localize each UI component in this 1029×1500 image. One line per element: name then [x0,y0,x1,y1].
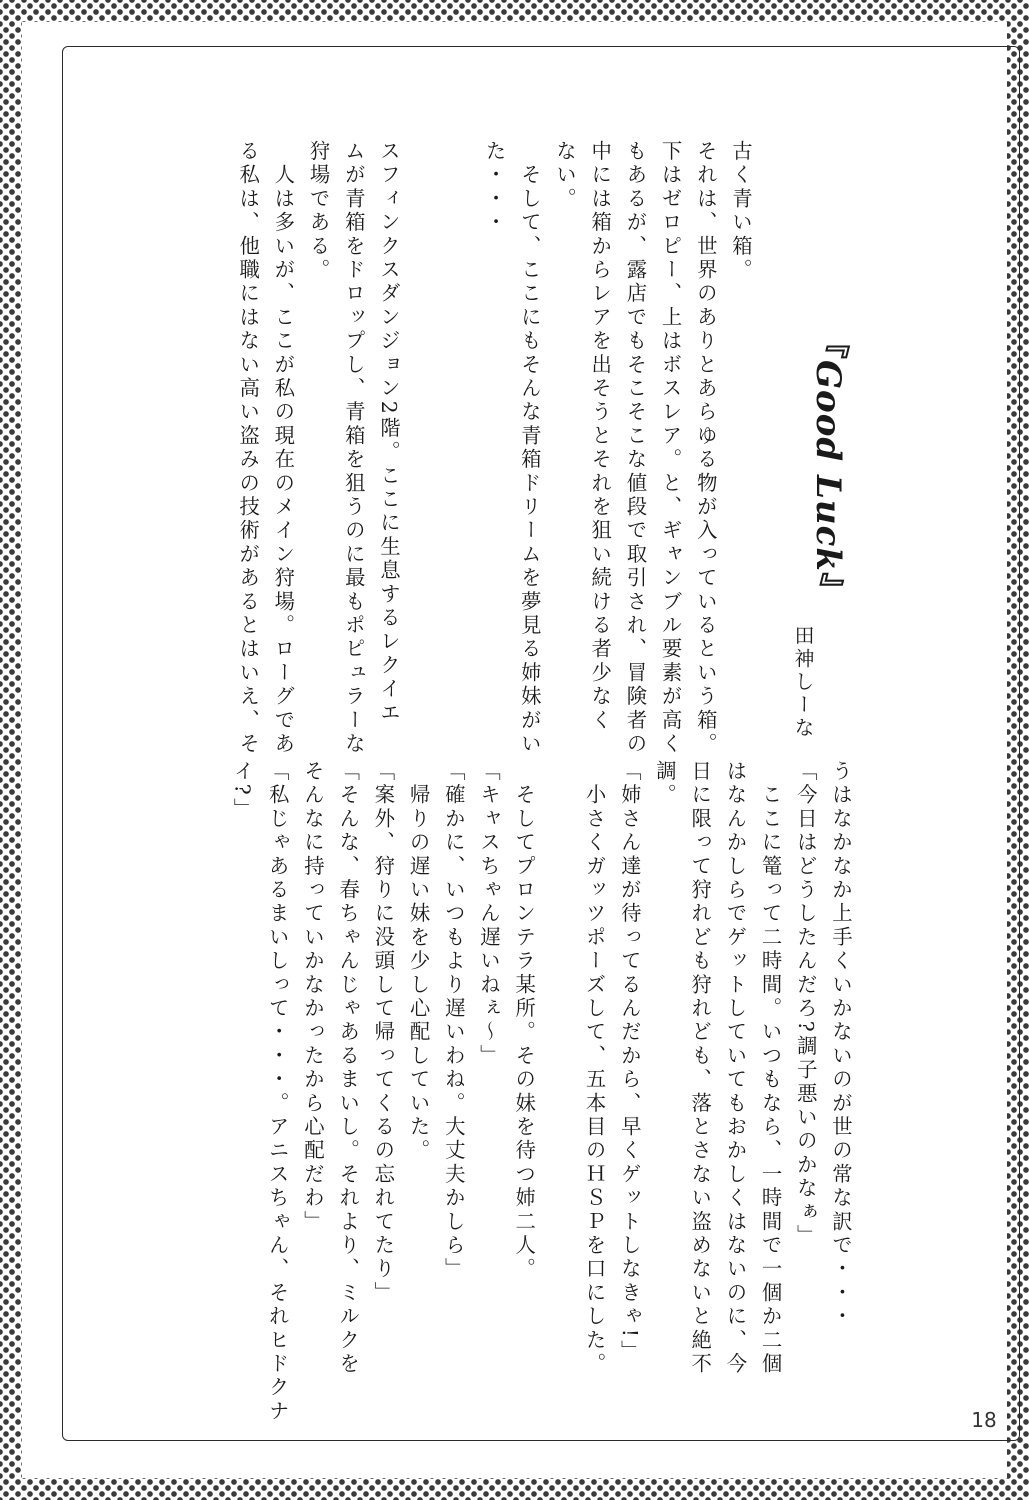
page-number: 18 [971,1408,997,1432]
text-line: 「私じゃあるまいしって・・・。アニスちゃん、それヒドクナ [265,760,290,1424]
text-line: うはなかなか上手くいかないのが世の常な訳で・・・ [829,760,853,1329]
text-line: 帰りの遅い妹を少し心配していた。 [406,760,431,1163]
text-line: 「確かに、いつもより遅いわね。大丈夫かしら」 [441,760,466,1282]
text-line: そして、ここにもそんな青箱ドリームを夢見る姉妹がい [517,140,542,757]
text-line: 「今日はどうしたんだろ?調子悪いのかなぁ」 [793,760,818,1249]
text-line: る私は、他職にはない高い盗みの技術があるとはいえ、そ [236,140,261,757]
text-line: そんなに持っていかなかったから心配だわ」 [300,760,325,1234]
text-line: 狩場である。 [306,140,331,283]
text-line: 「そんな、春ちゃんじゃあるまいし。それより、ミルクを [336,760,361,1377]
text-line: 「姉さん達が待ってるんだから、早くゲットしなきゃ!」 [617,760,642,1364]
text-line: 「案外、狩りに没頭して帰ってくるの忘れてたり」 [371,760,396,1306]
author-name: 田神しーな [791,625,815,740]
text-line: 「キャスちゃん遅いねぇ〜」 [476,760,501,1069]
story-title: 『Good Luck』 [808,325,848,607]
lower-text-block [103,760,858,1424]
text-line: 日に限って狩れども狩れども、落とさない盗めないと絶不 [688,760,713,1377]
text-line: それは、世界のありとあらゆる物が入っているという箱。 [693,140,718,757]
upper-text-block [103,140,758,760]
text-line: そしてプロンテラ某所。その妹を待つ姉二人。 [512,760,537,1282]
text-line: ムが青箱をドロップし、青箱を狙うのに最もポピュラーな [341,140,366,757]
text-line: スフィンクスダンジョン2階。ここに生息するレクイエ [376,140,401,726]
text-line: はなんかしらでゲットしていてもおかしくはないのに、今 [723,760,748,1377]
text-line: ここに篭って二時間。いつもなら、一時間で一個か二個 [758,760,783,1377]
text-line: もあるが、露店でもそこそこな値段で取引され、冒険者の [623,140,648,757]
text-line: 古く青い箱。 [729,140,753,283]
text-line: イ?」 [230,760,255,822]
text-line: た・・・ [482,140,507,235]
text-line: 人は多いが、ここが私の現在のメイン狩場。ローグであ [271,140,296,757]
text-line [406,140,441,760]
text-line: 調。 [652,760,677,808]
text-line: 小さくガッツポーズして、五本目のＨＳＰを口にした。 [582,760,607,1377]
text-line [541,760,576,1380]
text-line [441,140,476,760]
text-line: 中には箱からレアを出そうとそれを狙い続ける者少なく [588,140,613,733]
text-line: ない。 [552,140,577,212]
text-line: 下はゼロピー、上はボスレア。と、ギャンブル要素が高く [658,140,683,757]
